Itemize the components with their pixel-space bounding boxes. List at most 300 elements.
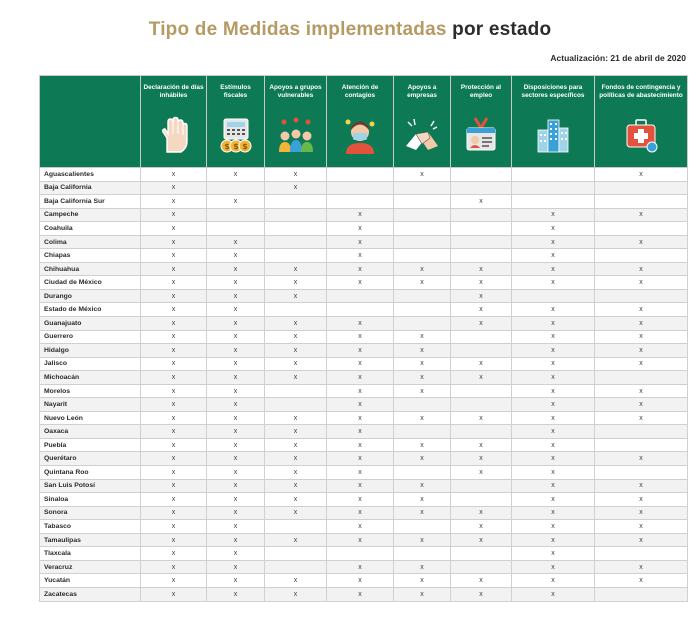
measure-cell: x [451,195,512,209]
measure-cell: x [207,587,265,601]
page-title [0,19,700,41]
table-row [40,384,688,398]
column-label: Protección al empleo [460,84,502,99]
state-name: Nayarit [40,398,141,412]
measure-cell: x [265,438,327,452]
measure-cell: x [512,479,595,493]
measure-cell: x [595,208,688,222]
measure-cell [451,181,512,195]
measure-cell: x [141,371,207,385]
table-row [40,520,688,534]
measure-cell: x [327,506,394,520]
measure-cell: x [265,317,327,331]
measure-cell: x [512,249,595,263]
measure-cell: x [141,235,207,249]
measure-cell: x [394,438,451,452]
measure-cell: x [265,181,327,195]
measure-cell: x [595,574,688,588]
measure-cell: x [327,466,394,480]
measure-cell: x [265,262,327,276]
measure-cell [327,181,394,195]
measure-cell: x [512,438,595,452]
measure-cell: x [595,533,688,547]
measure-cell: x [595,235,688,249]
measure-cell: x [141,547,207,561]
state-name: Tamaulipas [40,533,141,547]
measure-cell: x [451,411,512,425]
measure-cell [512,195,595,209]
measure-cell [451,249,512,263]
measure-cell: x [207,276,265,290]
measure-cell: x [394,371,451,385]
measure-cell: x [595,344,688,358]
measure-cell: x [265,289,327,303]
measure-cell: x [265,371,327,385]
measure-cell: x [327,249,394,263]
measure-cell [265,303,327,317]
column-label: Fondos de contingencia y políticas de abastecimiento [599,84,683,99]
measure-cell: x [141,533,207,547]
measure-cell: x [327,533,394,547]
measure-cell [451,208,512,222]
measure-cell [595,371,688,385]
measure-cell [327,195,394,209]
measure-cell [327,547,394,561]
measure-cell [451,384,512,398]
table-row [40,438,688,452]
measure-cell [327,289,394,303]
state-name: Estado de México [40,303,141,317]
measure-cell: x [512,587,595,601]
measure-cell: x [451,371,512,385]
measure-cell: x [394,587,451,601]
state-name: Durango [40,289,141,303]
measure-cell [451,168,512,182]
state-name: Veracruz [40,560,141,574]
state-name: Coahuila [40,222,141,236]
measure-cell [512,168,595,182]
measure-cell [265,560,327,574]
measure-cell: x [207,168,265,182]
table-row [40,357,688,371]
measure-cell: x [512,547,595,561]
measure-cell: x [207,479,265,493]
measure-cell [595,181,688,195]
measure-cell: x [451,262,512,276]
measure-cell: x [207,303,265,317]
state-name: Zacatecas [40,587,141,601]
measure-cell [595,249,688,263]
table-row [40,208,688,222]
state-name: Ciudad de México [40,276,141,290]
measure-cell: x [207,560,265,574]
table-row [40,317,688,331]
measure-cell [207,222,265,236]
measure-cell: x [595,384,688,398]
measure-cell [512,181,595,195]
measure-cell: x [394,357,451,371]
measure-cell [451,344,512,358]
measure-cell [394,181,451,195]
table-row [40,547,688,561]
measure-cell [265,195,327,209]
state-name: Quintana Roo [40,466,141,480]
state-name: Baja California [40,181,141,195]
measure-cell: x [451,317,512,331]
table-row [40,493,688,507]
measure-cell: x [394,574,451,588]
measure-cell: x [394,262,451,276]
measure-cell: x [512,466,595,480]
measure-cell: x [327,411,394,425]
title-part1: Tipo de Medidas implementadas [148,19,447,40]
measure-cell: x [451,466,512,480]
measure-cell: x [207,317,265,331]
measure-cell: x [394,411,451,425]
measure-cell: x [141,262,207,276]
measure-cell: x [207,506,265,520]
measure-cell: x [394,533,451,547]
measure-cell: x [141,289,207,303]
measure-cell: x [327,479,394,493]
measure-cell: x [141,181,207,195]
table-row [40,466,688,480]
measure-cell: x [595,357,688,371]
measure-cell: x [512,317,595,331]
measure-cell [207,181,265,195]
measure-cell: x [595,303,688,317]
measure-cell: x [512,222,595,236]
measure-cell: x [327,587,394,601]
measure-cell: x [394,330,451,344]
column-label: Estímulos fiscales [220,84,251,99]
measure-cell: x [265,587,327,601]
measure-cell: x [141,466,207,480]
measure-cell: x [141,317,207,331]
measure-cell: x [595,506,688,520]
measure-cell [394,466,451,480]
measure-cell: x [327,452,394,466]
state-name: Guerrero [40,330,141,344]
measure-cell: x [595,330,688,344]
measure-cell: x [207,262,265,276]
state-name: Oaxaca [40,425,141,439]
measure-cell [595,587,688,601]
measure-cell: x [327,520,394,534]
table-row [40,181,688,195]
table-row [40,235,688,249]
measure-cell: x [265,276,327,290]
measure-cell: x [141,574,207,588]
measure-cell: x [595,452,688,466]
column-label: Declaración de días inhábiles [143,84,204,99]
measure-cell: x [141,249,207,263]
state-name: Colima [40,235,141,249]
measure-cell: x [327,276,394,290]
measures-table [39,75,688,602]
state-name: Michoacán [40,371,141,385]
measure-cell: x [451,587,512,601]
measure-cell [595,222,688,236]
measure-cell: x [207,249,265,263]
measure-cell: x [265,466,327,480]
measure-cell: x [265,452,327,466]
col-atencion-contagios [327,76,394,168]
column-label: Disposiciones para sectores específicos [521,84,585,99]
measure-cell: x [207,344,265,358]
measure-cell: x [327,425,394,439]
table-row [40,560,688,574]
measure-cell: x [327,344,394,358]
measure-cell: x [141,330,207,344]
measure-cell: x [141,438,207,452]
table-row [40,330,688,344]
measure-cell [451,493,512,507]
measure-cell [595,466,688,480]
measure-cell: x [512,520,595,534]
measure-cell: x [141,168,207,182]
measure-cell [451,222,512,236]
measure-cell: x [512,452,595,466]
table-row [40,587,688,601]
measure-cell: x [595,276,688,290]
measure-cell: x [327,560,394,574]
measure-cell [327,168,394,182]
measure-cell [394,317,451,331]
measure-cell [394,208,451,222]
measure-cell: x [512,344,595,358]
measure-cell: x [451,438,512,452]
col-grupos-vulnerables [265,76,327,168]
measure-cell: x [265,533,327,547]
measure-cell: x [512,411,595,425]
measure-cell: x [207,235,265,249]
measure-cell: x [512,506,595,520]
measure-cell: x [207,466,265,480]
table-row [40,574,688,588]
state-name: Sinaloa [40,493,141,507]
table-row [40,398,688,412]
table-row [40,303,688,317]
measure-cell: x [265,168,327,182]
measure-cell: x [207,384,265,398]
measure-cell [451,479,512,493]
measure-cell [595,425,688,439]
state-name: Baja California Sur [40,195,141,209]
measure-cell: x [595,560,688,574]
measure-cell: x [451,303,512,317]
measure-cell: x [327,398,394,412]
medical-kit-icon [623,116,659,154]
measure-cell: x [394,276,451,290]
measure-cell: x [595,411,688,425]
measure-cell [512,289,595,303]
measure-cell: x [141,479,207,493]
measure-cell: x [595,398,688,412]
table-row [40,506,688,520]
measure-cell: x [512,208,595,222]
measure-cell [207,208,265,222]
state-name: Nuevo León [40,411,141,425]
measure-cell: x [265,357,327,371]
measure-cell: x [265,493,327,507]
measure-cell: x [394,344,451,358]
measure-cell: x [141,303,207,317]
hand-icon [156,116,192,154]
measure-cell: x [451,452,512,466]
measure-cell: x [141,208,207,222]
measure-cell: x [595,479,688,493]
state-name: Campeche [40,208,141,222]
state-name: San Luis Potosí [40,479,141,493]
svg-text:$: $ [241,142,248,151]
measure-cell [595,289,688,303]
table-row [40,249,688,263]
measure-cell: x [512,303,595,317]
measure-cell [394,547,451,561]
measure-cell: x [265,574,327,588]
measure-cell [595,547,688,561]
measure-cell [394,222,451,236]
col-apoyos-empresas [394,76,451,168]
measure-cell: x [595,168,688,182]
measure-cell: x [327,208,394,222]
measure-cell: x [141,357,207,371]
measure-cell: x [327,493,394,507]
measure-cell: x [141,195,207,209]
measure-cell: x [265,330,327,344]
state-name: Tlaxcala [40,547,141,561]
measure-cell [595,195,688,209]
measure-cell: x [512,330,595,344]
measure-cell: x [327,357,394,371]
measure-cell: x [327,371,394,385]
measure-cell: x [207,520,265,534]
measure-cell [327,303,394,317]
header-row [40,76,688,168]
measure-cell: x [327,330,394,344]
measure-cell: x [394,560,451,574]
measure-cell: x [141,425,207,439]
measure-cell: x [451,506,512,520]
col-sectores-especificos [512,76,595,168]
measure-cell: x [327,262,394,276]
col-proteccion-empleo [451,76,512,168]
measure-cell: x [394,493,451,507]
state-name: Puebla [40,438,141,452]
measure-cell: x [141,506,207,520]
measure-cell: x [327,317,394,331]
calculator-coins-icon [218,116,254,154]
measure-cell: x [265,344,327,358]
measure-cell: x [207,398,265,412]
measure-cell: x [394,168,451,182]
state-name: Querétaro [40,452,141,466]
measure-cell [394,425,451,439]
state-name: Morelos [40,384,141,398]
table-row [40,344,688,358]
measure-cell: x [512,235,595,249]
id-badge-icon [463,116,499,154]
state-name: Sonora [40,506,141,520]
measure-cell: x [207,357,265,371]
measure-cell: x [451,357,512,371]
buildings-icon [535,116,571,154]
medical-mask-person-icon [342,116,378,154]
table-row [40,289,688,303]
measure-cell [451,398,512,412]
column-label: Apoyos a grupos vulnerables [269,84,322,99]
measure-cell [265,547,327,561]
measure-cell: x [512,384,595,398]
measure-cell [451,560,512,574]
measure-cell: x [512,425,595,439]
col-fondos-contingencia [595,76,688,168]
people-group-icon [278,116,314,154]
measure-cell [451,235,512,249]
measure-cell: x [207,195,265,209]
state-name: Aguascalientes [40,168,141,182]
measure-cell [394,303,451,317]
state-header-cell [40,76,141,168]
table-row [40,222,688,236]
col-estimulos-fiscales [207,76,265,168]
measure-cell: x [265,506,327,520]
update-date: Actualización: 21 de abril de 2020 [550,53,686,63]
measure-cell: x [141,222,207,236]
measure-cell [451,425,512,439]
state-name: Guanajuato [40,317,141,331]
measure-cell: x [512,493,595,507]
measure-cell: x [451,520,512,534]
measure-cell: x [141,560,207,574]
measure-cell: x [595,520,688,534]
measure-cell: x [512,574,595,588]
measure-cell: x [207,438,265,452]
measure-cell: x [512,262,595,276]
measure-cell: x [141,587,207,601]
measure-cell: x [207,547,265,561]
measure-cell: x [141,398,207,412]
measure-cell [265,398,327,412]
measure-cell [265,384,327,398]
measure-cell [265,520,327,534]
measure-cell: x [394,506,451,520]
measure-cell: x [512,560,595,574]
measure-cell: x [207,533,265,547]
measure-cell: x [141,384,207,398]
measure-cell: x [512,371,595,385]
measure-cell: x [595,262,688,276]
column-label: Atención de contagios [341,84,379,99]
state-name: Hidalgo [40,344,141,358]
handshake-icon [404,116,440,154]
measure-cell: x [265,425,327,439]
measure-cell: x [207,330,265,344]
measure-cell: x [207,452,265,466]
table-row [40,195,688,209]
measure-cell: x [207,493,265,507]
measure-cell: x [141,344,207,358]
measure-cell [394,249,451,263]
state-name: Tabasco [40,520,141,534]
table-row [40,411,688,425]
measure-cell: x [394,452,451,466]
measure-cell: x [207,411,265,425]
measure-cell [265,222,327,236]
measure-cell: x [141,493,207,507]
measure-cell: x [141,276,207,290]
